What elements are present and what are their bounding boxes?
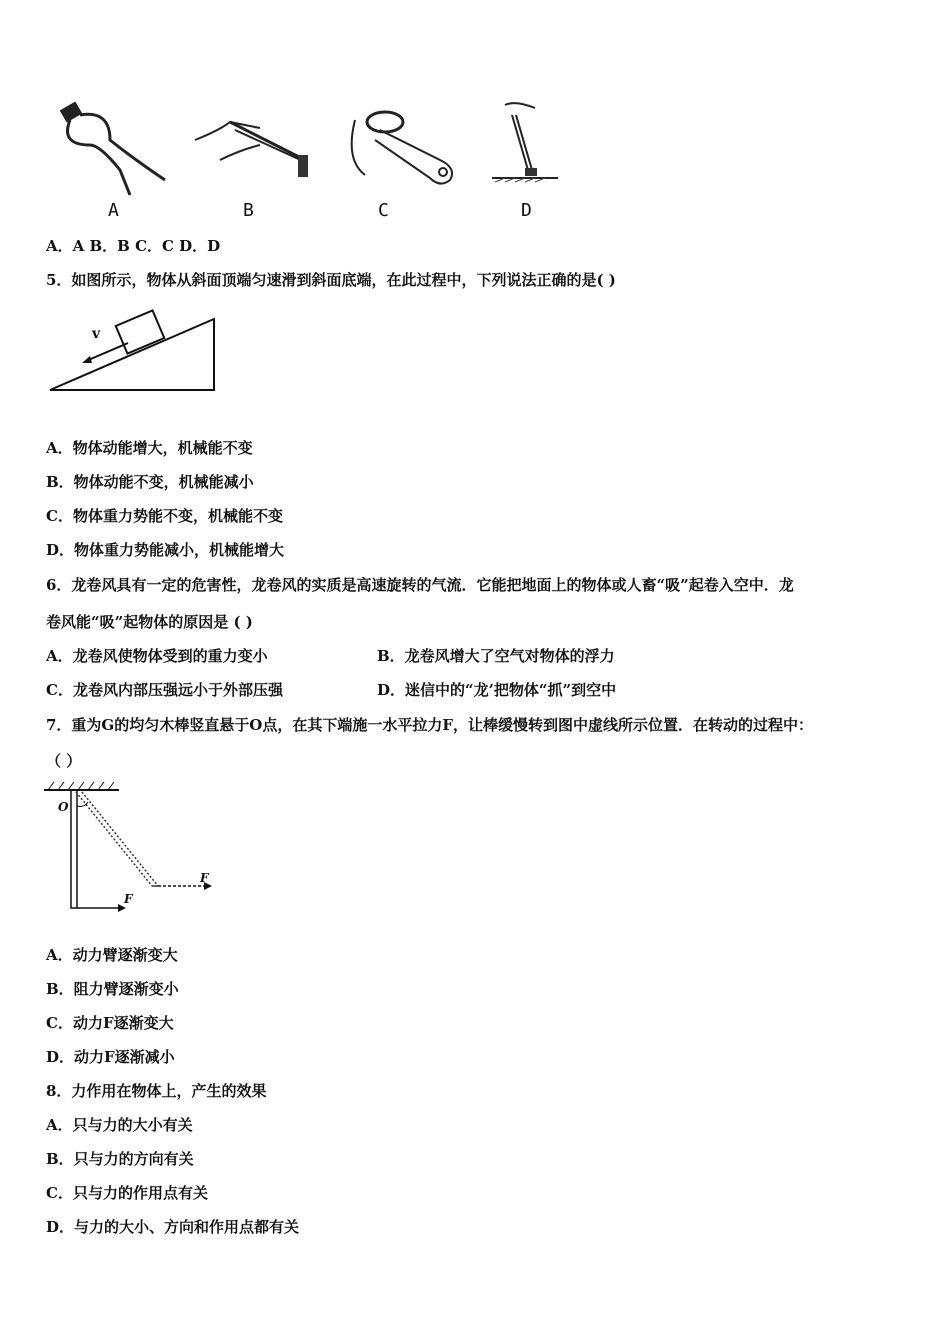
q7-lever-figure bbox=[44, 782, 224, 917]
q4-figure-c-bottle-opener bbox=[345, 100, 470, 190]
q4-label-a: A bbox=[108, 200, 119, 221]
q7-option-d: D．动力F逐渐减小 bbox=[46, 1048, 175, 1066]
q7-label-f-horizontal: F bbox=[200, 871, 209, 885]
q8-option-c: C．只与力的作用点有关 bbox=[46, 1184, 208, 1202]
q6-option-b: B．龙卷风增大了空气对物体的浮力 bbox=[377, 647, 615, 665]
q6-stem-line1: 6．龙卷风具有一定的危害性，龙卷风的实质是高速旋转的气流．它能把地面上的物体或人畜“吸”起卷入空中．龙 bbox=[46, 576, 794, 594]
q5-option-c: C．物体重力势能不变，机械能不变 bbox=[46, 507, 283, 525]
q4-figure-b-tweezers bbox=[190, 110, 320, 190]
q4-label-d: D bbox=[521, 200, 532, 221]
q4-figure-d-lever bbox=[490, 100, 560, 190]
q6-stem-line2: 卷风能“吸”起物体的原因是 ( ) bbox=[46, 613, 253, 631]
q5-stem: 5．如图所示，物体从斜面顶端匀速滑到斜面底端，在此过程中，下列说法正确的是( ) bbox=[46, 271, 616, 289]
q7-option-b: B．阻力臂逐渐变小 bbox=[46, 980, 179, 998]
q6-option-d: D．迷信中的“龙’把物体“抓”到空中 bbox=[377, 681, 617, 699]
q7-label-o: O bbox=[58, 800, 69, 814]
q6-option-a: A．龙卷风使物体受到的重力变小 bbox=[46, 647, 268, 665]
q4-figure-a-pliers bbox=[50, 100, 175, 200]
q5-option-b: B．物体动能不变，机械能减小 bbox=[46, 473, 254, 491]
q4-label-c: C bbox=[378, 200, 389, 221]
q4-label-b: B bbox=[243, 200, 254, 221]
q5-label-v: v bbox=[92, 326, 101, 342]
q8-option-a: A．只与力的大小有关 bbox=[46, 1116, 193, 1134]
q4-options: A．A B．B C．C D．D bbox=[46, 237, 221, 255]
q8-option-d: D．与力的大小、方向和作用点都有关 bbox=[46, 1218, 300, 1236]
q8-stem: 8．力作用在物体上，产生的效果 bbox=[46, 1082, 267, 1100]
q7-option-c: C．动力F逐渐变大 bbox=[46, 1014, 174, 1032]
q7-stem-line2: （ ） bbox=[46, 752, 82, 770]
q7-stem-line1: 7．重为G的均匀木棒竖直悬于O点，在其下端施一水平拉力F，让棒缓慢转到图中虚线所示位置．在转动的过程中： bbox=[46, 716, 813, 734]
q6-option-c: C．龙卷风内部压强远小于外部压强 bbox=[46, 681, 283, 699]
q8-option-b: B．只与力的方向有关 bbox=[46, 1150, 194, 1168]
q7-option-a: A．动力臂逐渐变大 bbox=[46, 946, 178, 964]
q5-option-d: D．物体重力势能减小，机械能增大 bbox=[46, 541, 285, 559]
q5-incline-figure bbox=[48, 305, 218, 395]
q7-label-f-bottom: F bbox=[124, 892, 133, 906]
q5-option-a: A．物体动能增大，机械能不变 bbox=[46, 439, 253, 457]
